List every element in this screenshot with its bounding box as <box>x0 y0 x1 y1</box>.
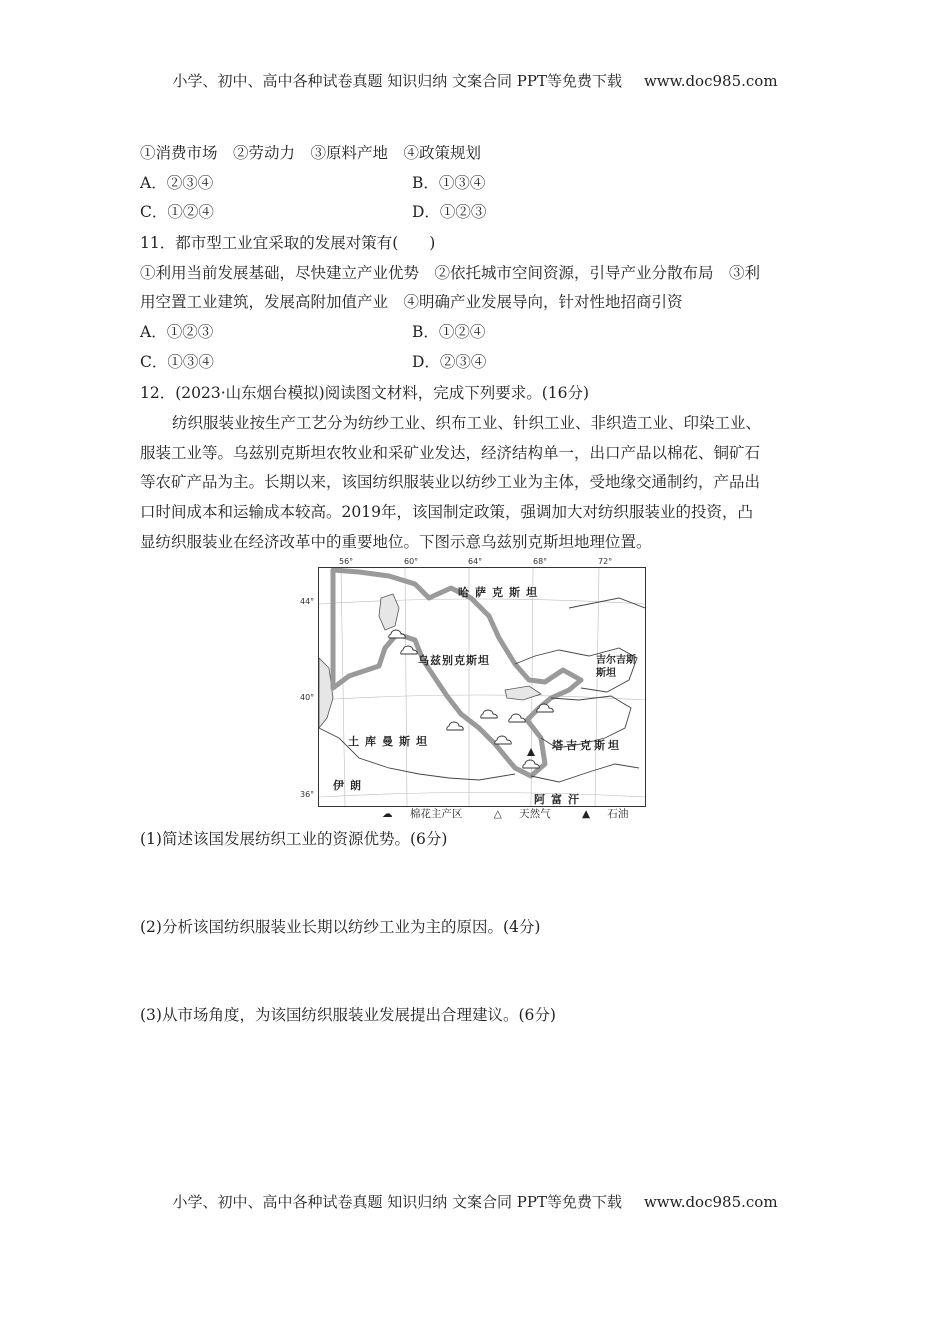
lon-tick-72: 72° <box>598 557 613 566</box>
q10-option-row-2 <box>140 202 487 222</box>
q11-statements-1: ①利用当前发展基础，尽快建立产业优势 ②依托城市空间资源，引导产业分散布局 ③利 <box>140 264 761 282</box>
page-header <box>0 70 950 91</box>
q12-stem: 12．(2023·山东烟台模拟)阅读图文材料，完成下列要求。(16分) <box>140 384 590 402</box>
q12-para-4: 口时间成本和运输成本较高。2019年，该国制定政策，强调加大对纺织服装业的投资，凸 <box>140 503 753 521</box>
q11-option-d[interactable]: D．②③④ <box>412 353 487 371</box>
legend-gas <box>494 808 565 820</box>
q12-para-1: 纺织服装业按生产工艺分为纺纱工业、织布工业、针织工业、非织造工业、印染工业、 <box>172 414 762 432</box>
lat-tick-44: 44° <box>300 597 315 606</box>
legend-cotton-label: 棉花主产区 <box>409 808 463 820</box>
q10-statements: ①消费市场 ②劳动力 ③原料产地 ④政策规划 <box>140 144 482 162</box>
lat-tick-36: 36° <box>300 790 315 799</box>
q11-option-b[interactable]: B．①②④ <box>412 323 486 341</box>
q10-option-d[interactable]: D．①②③ <box>412 203 487 221</box>
q12-para-2: 服装工业等。乌兹别克斯坦农牧业和采矿业发达，经济结构单一，出口产品以棉花、铜矿石 <box>140 444 761 462</box>
legend-cotton <box>382 808 476 820</box>
q12-sub-1: (1)简述该国发展纺织工业的资源优势。(6分) <box>140 830 448 848</box>
q10-option-b[interactable]: B．①③④ <box>412 174 486 192</box>
header-url[interactable]: www.doc985.com <box>643 72 778 90</box>
oil-marker <box>527 748 535 756</box>
legend-oil <box>582 808 642 820</box>
page-footer <box>0 1191 950 1212</box>
legend-oil-label: 石油 <box>607 808 629 820</box>
q10-option-a[interactable]: A．②③④ <box>140 174 214 192</box>
q12-sub-3: (3)从市场角度，为该国纺织服装业发展提出合理建议。(6分) <box>140 1006 556 1024</box>
q11-option-row-1 <box>140 322 486 342</box>
header-text: 小学、初中、高中各种试卷真题 知识归纳 文案合同 PPT等免费下载 <box>172 72 622 90</box>
map-graphic <box>319 568 645 806</box>
map-legend <box>382 806 656 821</box>
label-afghanistan: 阿富汗 <box>534 793 585 806</box>
aral-sea <box>379 594 399 630</box>
uzbekistan-map <box>318 567 646 807</box>
q10-option-row-1 <box>140 173 486 193</box>
reservoir <box>505 686 541 700</box>
q11-stem: 11．都市型工业宜采取的发展对策有( ) <box>140 234 436 252</box>
label-tajikistan: 塔吉克斯坦 <box>552 739 622 752</box>
q12-sub-2: (2)分析该国纺织服装业长期以纺纱工业为主的原因。(4分) <box>140 918 541 936</box>
q12-para-3: 等农矿产品为主。长期以来，该国纺织服装业以纺纱工业为主体，受地缘交通制约，产品出 <box>140 473 761 491</box>
q11-option-c[interactable]: C．①③④ <box>140 353 214 371</box>
label-kazakhstan: 哈萨克斯坦 <box>458 586 543 599</box>
lon-tick-64: 64° <box>468 557 483 566</box>
gas-icon: △ <box>493 808 502 820</box>
q11-option-row-2 <box>140 352 487 372</box>
lat-tick-40: 40° <box>300 693 315 702</box>
label-turkmenistan: 土库曼斯坦 <box>348 735 433 748</box>
lon-tick-56: 56° <box>339 557 354 566</box>
lon-tick-60: 60° <box>404 557 419 566</box>
q12-para-5: 显纺织服装业在经济改革中的重要地位。下图示意乌兹别克斯坦地理位置。 <box>140 533 652 551</box>
legend-gas-label: 天然气 <box>519 808 551 820</box>
oil-icon: ▲ <box>581 808 591 820</box>
label-uzbekistan: 乌兹别克斯坦 <box>418 654 490 667</box>
label-iran: 伊朗 <box>333 779 367 792</box>
q10-option-c[interactable]: C．①②④ <box>140 203 214 221</box>
lon-tick-68: 68° <box>533 557 548 566</box>
map-graticule <box>319 568 645 806</box>
cotton-icon: ☁ <box>382 808 393 820</box>
footer-url[interactable]: www.doc985.com <box>643 1193 778 1211</box>
q11-statements-2: 用空置工业建筑，发展高附加值产业 ④明确产业发展导向，针对性地招商引资 <box>140 293 683 311</box>
q11-option-a[interactable]: A．①②③ <box>140 323 214 341</box>
footer-text: 小学、初中、高中各种试卷真题 知识归纳 文案合同 PPT等免费下载 <box>172 1193 622 1211</box>
label-kyrgyzstan: 吉尔吉斯斯坦 <box>596 655 636 679</box>
